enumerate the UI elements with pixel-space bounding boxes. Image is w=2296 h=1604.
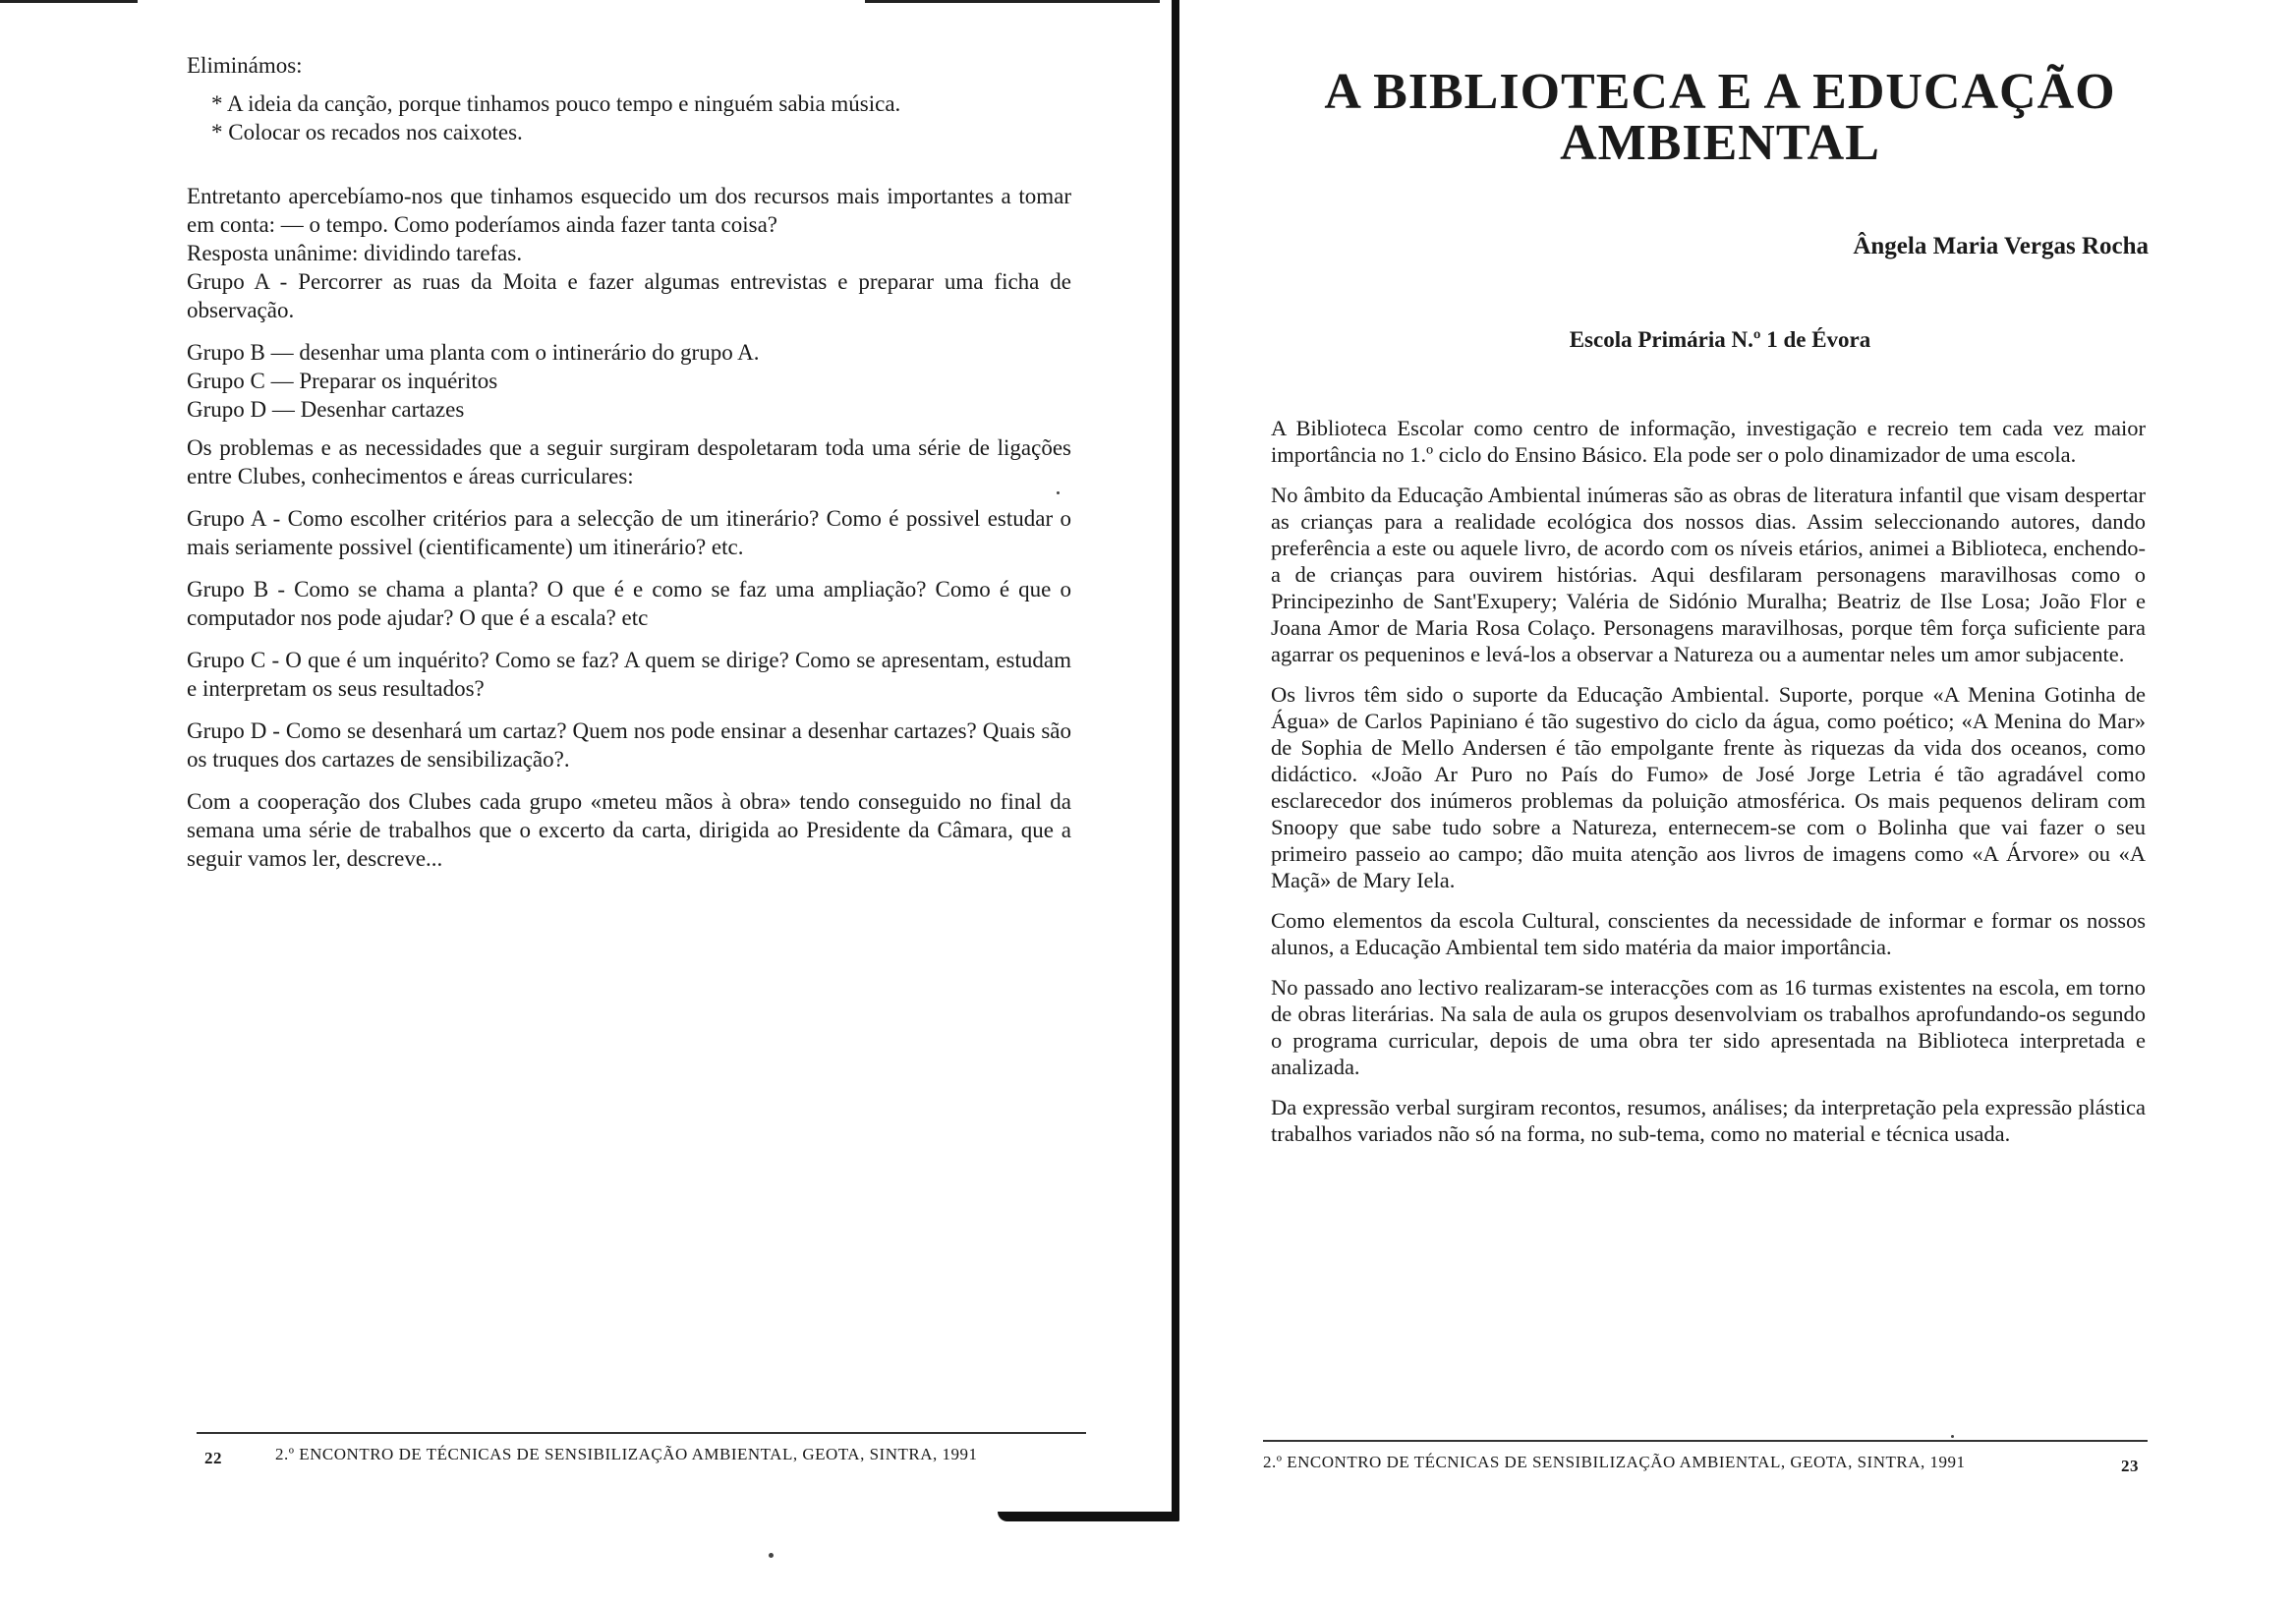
left-page-number: 22 xyxy=(204,1449,222,1467)
bullet-item: * Colocar os recados nos caixotes. xyxy=(211,120,523,144)
grupo-b-question: Grupo B - Como se chama a planta? O que é e como se faz uma ampliação? Como é que o computador nos pode ajudar? O que é a escala? etc xyxy=(187,577,1071,630)
left-footer-rule xyxy=(197,1432,1086,1434)
scan-speck xyxy=(1951,1435,1954,1438)
resposta-line: Resposta unânime: dividindo tarefas. xyxy=(187,241,523,265)
paragraph: A Biblioteca Escolar como centro de informação, investigação e recreio tem cada vez maior importância no 1.º ciclo do Ensino Básico. Ela pode ser o polo dinamizador de uma escola. xyxy=(1271,416,2146,467)
bullet-item: * A ideia da canção, porque tinhamos pouco tempo e ninguém sabia música. xyxy=(211,91,901,116)
right-page-text xyxy=(1271,415,2146,1161)
paragraph: Da expressão verbal surgiram recontos, resumos, análises; da interpretação pela expressão plástica trabalhos variados não só na forma, no sub-tema, como no material e técnica usada. xyxy=(1271,1095,2146,1146)
right-page-number: 23 xyxy=(2121,1457,2139,1475)
grupo-a-task: Grupo A - Percorrer as ruas da Moita e fazer algumas entrevistas e preparar uma ficha de observação. xyxy=(187,269,1071,322)
paragraph: Com a cooperação dos Clubes cada grupo «meteu mãos à obra» tendo conseguido no final da semana uma série de trabalhos que o excerto da carta, dirigida ao Presidente da Câmara, que a seguir vamos ler, descreve... xyxy=(187,789,1071,871)
title-line-2: AMBIENTAL xyxy=(1560,115,1880,171)
paragraph: Os livros têm sido o suporte da Educação Ambiental. Suporte, porque «A Menina Gotinha de Água» de Carlos Papiniano é tão sugestivo do ciclo da água, como poético; «A Menina do Mar» de Sophia de Mello Andersen é tão empolgante frente às riquezas da vida dos oceanos, como didáctico. «João Ar Puro no País do Fumo» de José Jorge Letria é tão agradável como esclarecedor dos inúmeros problemas da poluição atmosférica. Os mais pequenos deliram com Snoopy que sabe tudo sobre a Natureza, enternecem-se com o Bolinha que vai fazer o seu primeiro passeio ao campo; dão muita atenção aos livros de imagens como «A Árvore» ou «A Maçã» de Mary Iela. xyxy=(1271,682,2146,892)
paragraph: Entretanto apercebíamo-nos que tinhamos esquecido um dos recursos mais importantes a tomar em conta: — o tempo. Como poderíamos ainda fazer tanta coisa? xyxy=(187,184,1071,237)
title-line-1: A BIBLIOTECA E A EDUCAÇÃO xyxy=(1324,64,2116,120)
article-title xyxy=(1278,64,2162,171)
grupo-c-question: Grupo C - O que é um inquérito? Como se faz? A quem se dirige? Como se apresentam, estudam e interpretam os seus resultados? xyxy=(187,648,1071,701)
paragraph: No âmbito da Educação Ambiental inúmeras são as obras de literatura infantil que visam despertar as crianças para a realidade ecológica dos nossos dias. Assim seleccionando autores, dando preferência a este ou aquele livro, de acordo com os níveis etários, animei a Biblioteca, enchendo-a de crianças para ouvirem histórias. Aqui desfilaram personagens maravilhosas como o Principezinho de Sant'Exupery; Valéria de Sidónio Muralha; Beatriz de Ilse Losa; João Flor e Joana Amor de Maria Rosa Colaço. Personagens maravilhosas, porque têm força suficiente para agarrar os pequeninos e levá-los a observar a Natureza ou a aumentar neles um amor subjacente. xyxy=(1271,483,2146,666)
grupo-a-question: Grupo A - Como escolher critérios para a selecção de um itinerário? Como é possivel estudar o mais seriamente possivel (cientificamente) um itinerário? etc. xyxy=(187,506,1071,559)
book-gutter-foot xyxy=(998,1512,1179,1521)
left-footer-text: 2.º ENCONTRO DE TÉCNICAS DE SENSIBILIZAÇÃO AMBIENTAL, GEOTA, SINTRA, 1991 xyxy=(275,1445,978,1463)
left-page-text xyxy=(187,51,1071,873)
book-gutter xyxy=(1172,0,1179,1518)
paragraph: Os problemas e as necessidades que a seguir surgiram despoletaram toda uma série de ligações entre Clubes, conhecimentos e áreas curriculares: xyxy=(187,435,1071,488)
paragraph: No passado ano lectivo realizaram-se interacções com as 16 turmas existentes na escola, em torno de obras literárias. Na sala de aula os grupos desenvolviam os trabalhos aprofundando-os segundo o programa curricular, depois de uma obra ter sido apresentada na Biblioteca interpretada e analizada. xyxy=(1271,975,2146,1079)
school-name: Escola Primária N.º 1 de Évora xyxy=(1569,327,1871,352)
paragraph: Como elementos da escola Cultural, conscientes da necessidade de informar e formar os nossos alunos, a Educação Ambiental tem sido matéria da maior importância. xyxy=(1271,908,2146,959)
eliminamos-heading: Eliminámos: xyxy=(187,53,303,78)
grupo-b-task: Grupo B — desenhar uma planta com o intinerário do grupo A. xyxy=(187,340,760,365)
top-edge-line-center xyxy=(865,0,1160,3)
grupo-c-task: Grupo C — Preparar os inquéritos xyxy=(187,369,498,393)
top-edge-line-left xyxy=(0,0,138,3)
right-footer-rule xyxy=(1263,1440,2148,1442)
scan-speck xyxy=(769,1553,774,1558)
author-name: Ângela Maria Vergas Rocha xyxy=(1853,233,2149,259)
right-footer-text: 2.º ENCONTRO DE TÉCNICAS DE SENSIBILIZAÇÃO AMBIENTAL, GEOTA, SINTRA, 1991 xyxy=(1263,1453,1966,1471)
grupo-d-task: Grupo D — Desenhar cartazes xyxy=(187,397,465,422)
grupo-d-question: Grupo D - Como se desenhará um cartaz? Quem nos pode ensinar a desenhar cartazes? Quais são os truques dos cartazes de sensibilização?. xyxy=(187,718,1071,772)
